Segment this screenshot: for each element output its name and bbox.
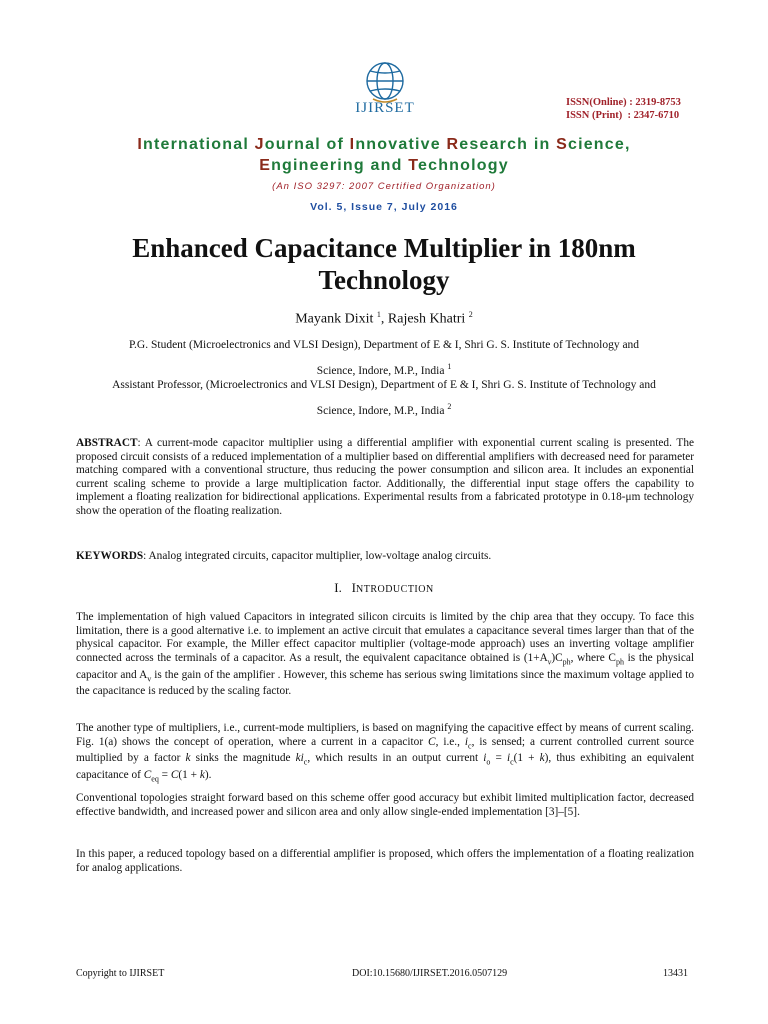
journal-word: International xyxy=(137,136,249,153)
journal-word: in xyxy=(533,136,551,153)
subscript: v xyxy=(547,657,552,667)
issn-online: ISSN(Online) : 2319-8753 xyxy=(566,97,681,108)
abstract-label: ABSTRACT xyxy=(76,437,138,449)
math-symbol: C xyxy=(170,769,179,782)
text-run: , where C xyxy=(570,651,616,664)
math-symbol: C xyxy=(143,769,152,782)
text-run: is the gain of the amplifier . However, this scheme has serious swing limitations since the maximum voltage applied to the capacitance is reduced by the scaling factor. xyxy=(76,668,694,698)
math-symbol: k xyxy=(199,769,205,782)
affiliation-line: Assistant Professor, (Microelectronics and VLSI Design), Department of E & I, Shri G. S. Institute of Technology and xyxy=(112,379,656,391)
text-run: , i.e., xyxy=(435,735,465,748)
subscript: c xyxy=(303,757,308,767)
math-symbol: i xyxy=(464,735,469,748)
journal-word: Engineering xyxy=(259,157,365,174)
paper-title xyxy=(60,232,708,296)
footer-page-number: 13431 xyxy=(663,968,688,979)
journal-name-line2 xyxy=(0,155,768,176)
journal-word: Journal xyxy=(254,136,321,153)
paragraph-4: In this paper, a reduced topology based on a differential amplifier is proposed, which offers the implementation of a floating realization for analog applications. xyxy=(76,848,694,874)
journal-word: Innovative xyxy=(349,136,441,153)
abstract-text: : A current-mode capacitor multiplier using a differential amplifier with exponential current scaling is presented. The proposed circuit consists of a reduced implementation of a multiplier based on differential amplifiers with decreased need for parameter matching compared with a conventional structure, thus reducing the power consumption and silicon area. It includes an exponential current scaling scheme to provide a large multiplication factor. Additionally, the differential input stage offers the capability to implement a floating realization for bidirectional applications. Experimental results from a fabricated prototype in 0.18-μm technology show the operation of the floating realization. xyxy=(76,437,694,517)
section-heading-introduction xyxy=(0,580,768,596)
text-run: The another type of multipliers, i.e., current-mode multipliers, is based on magnifying the capacitive effect by means of current scaling. Fig. 1(a) shows the concept of operation, where a current in a capacitor xyxy=(76,722,694,748)
affiliation-line xyxy=(74,396,694,422)
paper-title-line1: Enhanced Capacitance Multiplier in 180nm xyxy=(132,233,636,263)
certification-note: (An ISO 3297: 2007 Certified Organization) xyxy=(272,181,496,192)
affiliation-line: P.G. Student (Microelectronics and VLSI Design), Department of E & I, Shri G. S. Institute of Technology and xyxy=(128,339,640,351)
journal-name-line1 xyxy=(0,134,768,155)
math-symbol: ki xyxy=(295,752,304,765)
affiliation-mark: 2 xyxy=(447,402,452,411)
text-run: = xyxy=(158,769,171,782)
affiliation-text: Science, Indore, M.P., India xyxy=(316,404,445,417)
subscript: c xyxy=(468,740,472,750)
math-symbol: k xyxy=(185,752,191,765)
section-title-rest: NTRODUCTION xyxy=(355,584,434,595)
journal-word: of xyxy=(326,136,345,153)
paragraph-2 xyxy=(76,722,694,786)
globe-icon xyxy=(367,63,403,99)
volume-issue: Vol. 5, Issue 7, July 2016 xyxy=(310,201,458,213)
issn-print: ISSN (Print) : 2347-6710 xyxy=(566,110,680,121)
footer-doi: DOI:10.15680/IJIRSET.2016.0507129 xyxy=(352,968,508,979)
keywords-label: KEYWORDS xyxy=(76,550,144,562)
text-run: ), thus exhibiting an equivalent capacitance of xyxy=(76,752,695,782)
subscript: v xyxy=(147,673,152,683)
affiliation-mark: 1 xyxy=(447,362,452,371)
section-title-initial: I xyxy=(351,580,356,595)
affiliation-2 xyxy=(74,375,694,422)
journal-word: Science, xyxy=(556,136,631,153)
text-run: (1 + xyxy=(178,769,200,782)
paragraph-1 xyxy=(76,611,694,699)
text-run: sinks the magnitude xyxy=(190,752,296,765)
footer-copyright: Copyright to IJIRSET xyxy=(76,968,165,979)
section-number: I. xyxy=(334,580,342,595)
journal-word: Research xyxy=(446,136,529,153)
author-name: Rajesh Khatri xyxy=(387,311,466,327)
math-symbol: i xyxy=(506,752,511,765)
abstract xyxy=(76,437,694,519)
text-run: , is sensed; a current controlled current source multiplied by a factor xyxy=(76,735,694,765)
logo-text: IJIRSET xyxy=(355,100,415,116)
author-affiliation-mark: 2 xyxy=(468,310,473,319)
math-symbol: k xyxy=(539,752,545,765)
subscript: ph xyxy=(562,657,571,667)
journal-word: and xyxy=(370,157,403,174)
author-separator: , xyxy=(380,311,388,327)
subscript: c xyxy=(510,757,514,767)
math-symbol: C xyxy=(428,735,436,748)
keywords xyxy=(76,550,694,564)
text-run: is the physical capacitor and A xyxy=(76,651,694,681)
subscript: o xyxy=(486,757,491,767)
text-run: (1 + xyxy=(513,752,540,765)
math-symbol: i xyxy=(483,752,487,765)
subscript: eq xyxy=(151,774,159,784)
author-name: Mayank Dixit xyxy=(295,311,374,327)
journal-name xyxy=(0,134,768,176)
keywords-text: : Analog integrated circuits, capacitor multiplier, low-voltage analog circuits. xyxy=(143,550,492,562)
journal-word: Technology xyxy=(408,157,509,174)
author-affiliation-mark: 1 xyxy=(376,310,381,319)
paper-title-line2: Technology xyxy=(318,265,450,295)
author-list xyxy=(0,310,768,328)
subscript: ph xyxy=(615,657,624,667)
issn-block xyxy=(566,96,681,122)
text-run: , which results in an output current xyxy=(307,752,484,765)
text-run: ). xyxy=(204,769,212,782)
text-run: = xyxy=(490,752,507,765)
affiliation-text: Science, Indore, M.P., India xyxy=(316,364,445,377)
text-run: The implementation of high valued Capacitors in integrated silicon circuits is limited by the chip area that they occupy. To face this limitation, there is a good alternative i.e. to implement an active circuit that emulates a capacitance several times larger than that of the physical capacitor. For example, the Miller effect capacitor multiplier (voltage-mode approach) uses an inverting voltage amplifier connected across the terminals of a capacitor. As a result, the equivalent capacitance obtained is (1+A xyxy=(76,611,694,664)
paragraph-3: Conventional topologies straight forward based on this scheme offer good accuracy but exhibit limited multiplication factor, decreased effective bandwidth, and increased power and silicon area and only allow single-ended implementation [3]–[5]. xyxy=(76,792,694,818)
text-run: )C xyxy=(551,651,563,664)
